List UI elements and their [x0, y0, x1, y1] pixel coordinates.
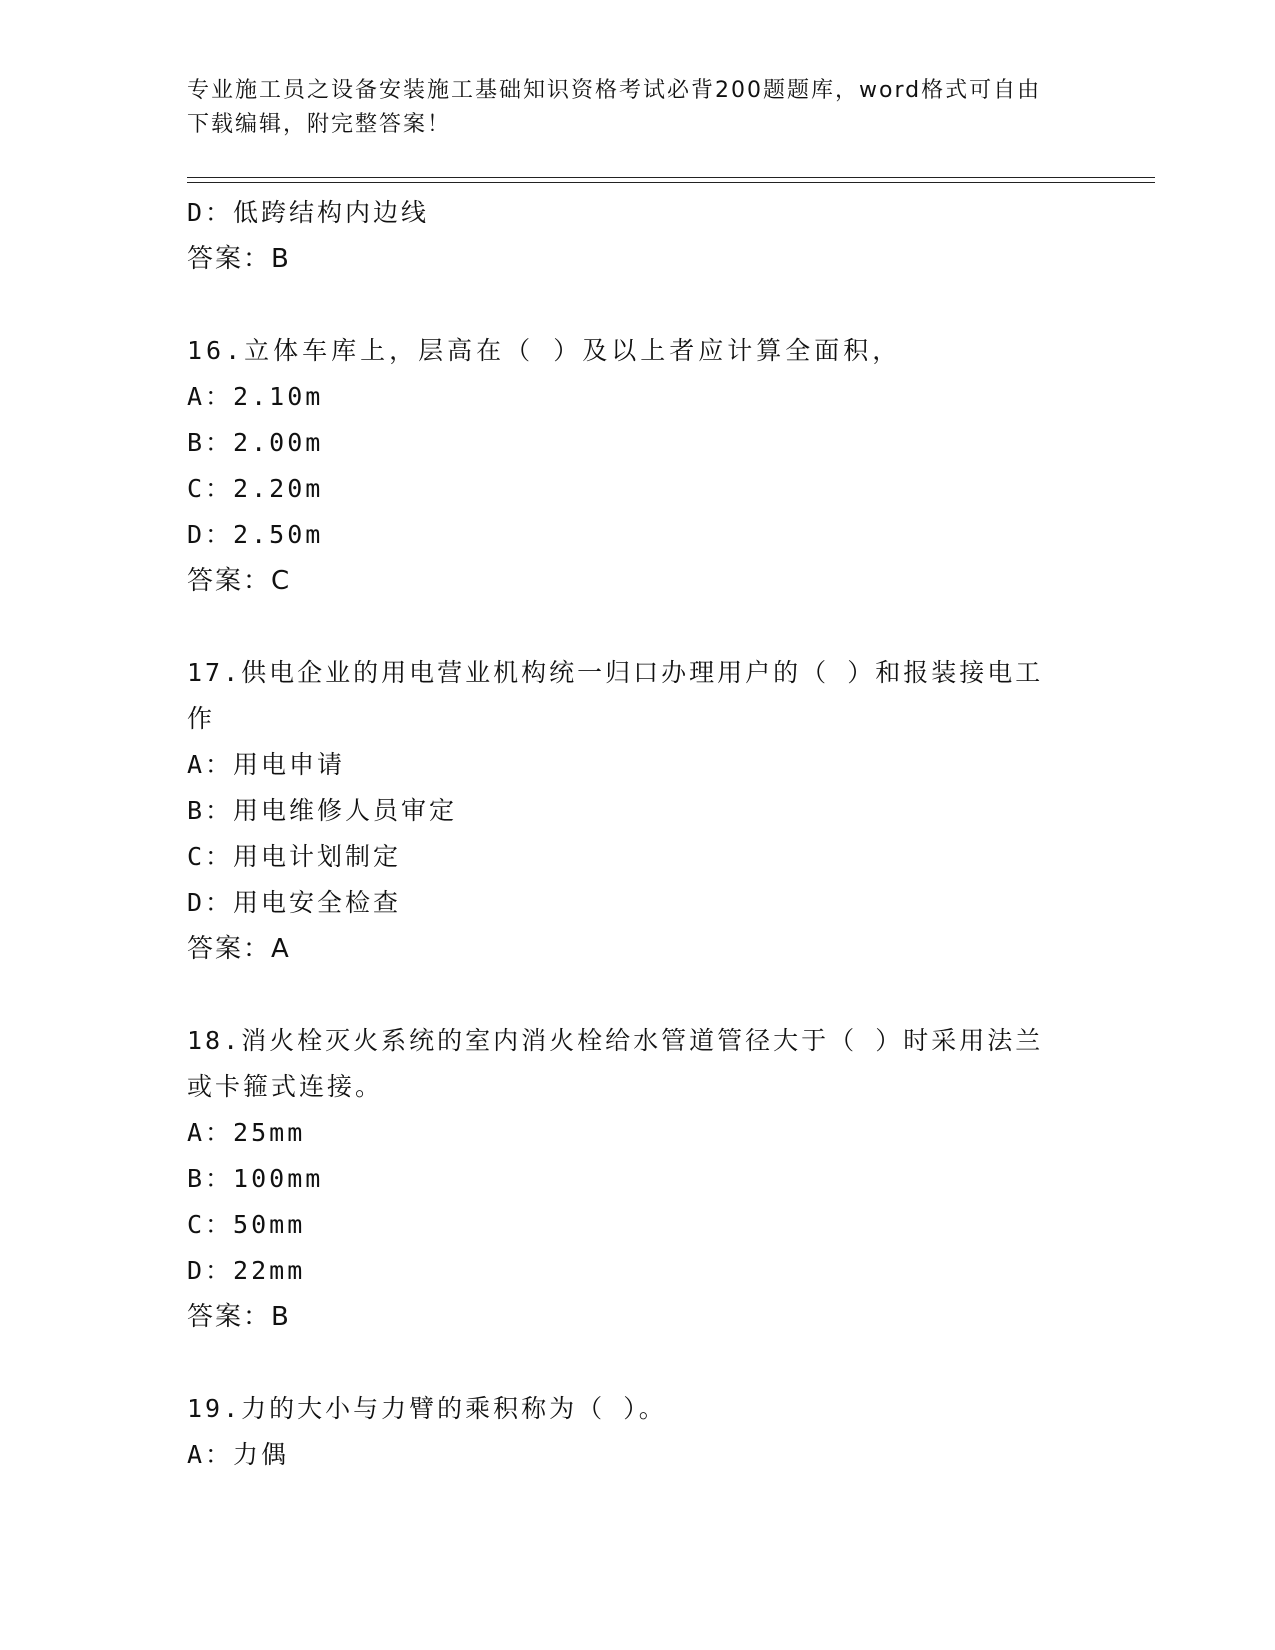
- header-divider-top: [187, 177, 1155, 178]
- question-list: [187, 190, 1067, 1478]
- question-17-option-d: D：用电安全检查: [187, 888, 402, 917]
- spacer: [187, 282, 1067, 328]
- header-divider-bottom: [187, 182, 1155, 183]
- question-17-option-b: B：用电维修人员审定: [187, 796, 458, 825]
- header-title-line2: 下载编辑，附完整答案！: [187, 112, 452, 137]
- question-19-option-a: A：力偶: [187, 1440, 290, 1469]
- question-17-option-c: C：用电计划制定: [187, 842, 402, 871]
- question-16-option-b: B：2.00m: [187, 428, 324, 457]
- prev-answer: 答案：B: [187, 244, 291, 274]
- question-17-option-a: A：用电申请: [187, 750, 346, 779]
- question-16-option-a: A：2.10m: [187, 382, 324, 411]
- question-16-answer: 答案：C: [187, 566, 292, 596]
- question-18-answer: 答案：B: [187, 1302, 291, 1332]
- question-18-option-d: D：22mm: [187, 1256, 306, 1285]
- question-18-option-c: C：50mm: [187, 1210, 306, 1239]
- question-18-title-line2: 或卡箍式连接。: [187, 1072, 384, 1101]
- question-16-option-d: D：2.50m: [187, 520, 324, 549]
- question-18-option-a: A：25mm: [187, 1118, 306, 1147]
- question-17-title-line1: 17.供电企业的用电营业机构统一归口办理用户的（ ）和报装接电工: [187, 658, 1044, 687]
- question-16-option-c: C：2.20m: [187, 474, 324, 503]
- question-19-title: 19.力的大小与力臂的乘积称为（ ）。: [187, 1394, 667, 1423]
- question-17-answer: 答案：A: [187, 934, 291, 964]
- document-header: [187, 74, 1067, 142]
- question-18-title-line1: 18.消火栓灭火系统的室内消火栓给水管道管径大于（ ）时采用法兰: [187, 1026, 1044, 1055]
- question-16-title: 16.立体车库上，层高在（ ）及以上者应计算全面积，: [187, 336, 902, 365]
- question-17-title-line2: 作: [187, 704, 216, 733]
- spacer: [187, 972, 1067, 1018]
- prev-option-d: D：低跨结构内边线: [187, 198, 430, 227]
- spacer: [187, 1340, 1067, 1386]
- header-title-line1: 专业施工员之设备安装施工基础知识资格考试必背200题题库，word格式可自由: [187, 78, 1042, 103]
- question-18-option-b: B：100mm: [187, 1164, 324, 1193]
- spacer: [187, 604, 1067, 650]
